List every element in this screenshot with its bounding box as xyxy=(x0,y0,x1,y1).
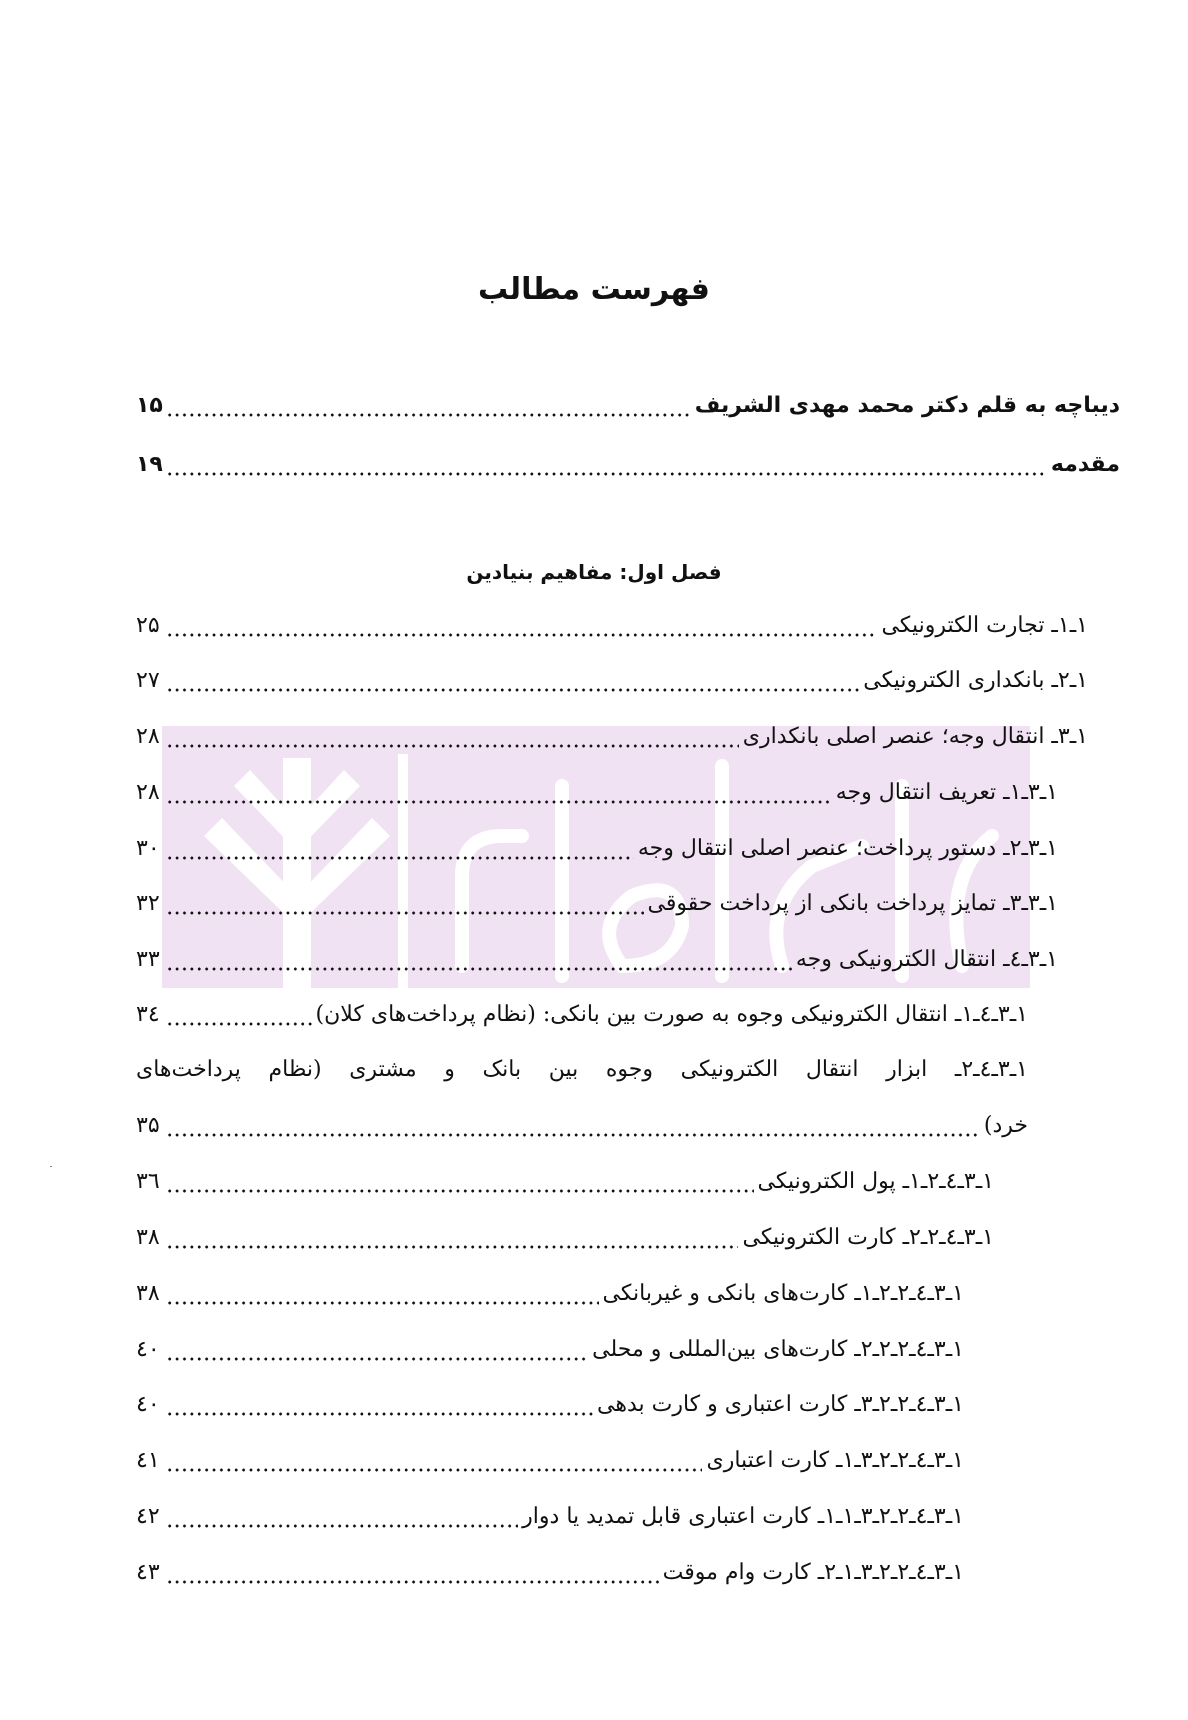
dot-leader xyxy=(166,1449,702,1473)
toc-entry-label: ۱ـ۳ـ٤ـ۲ـ ابزار انتقال الکترونیکی وجوه بین بانک و مشتری (نظام پرداخت‌های xyxy=(136,1057,1028,1082)
toc-entry-label: ۱ـ۳ـ۳ـ تمایز پرداخت بانکی از پرداخت حقوقی xyxy=(647,891,1058,916)
toc-row[interactable] xyxy=(136,829,1058,869)
dot-leader xyxy=(166,781,832,805)
dot-leader xyxy=(166,1226,738,1250)
toc-page-number: ٤۰ xyxy=(136,1392,160,1417)
dot-leader xyxy=(166,948,792,972)
toc-row[interactable] xyxy=(136,1162,994,1202)
toc-entry-label: مقدمه xyxy=(1050,452,1120,477)
toc-page-number: ٤۲ xyxy=(136,1504,160,1529)
toc-entry-label: ۱ـ۳ـ٤ـ۱ـ انتقال الکترونیکی وجوه به صورت بین بانکی: (نظام پرداخت‌های کلان) xyxy=(315,1002,1028,1027)
dot-leader xyxy=(166,837,634,861)
toc-page-number: ٤۰ xyxy=(136,1337,160,1362)
toc-row[interactable] xyxy=(136,773,1058,813)
dot-leader xyxy=(166,1003,312,1027)
toc-row-wrapped-line2[interactable] xyxy=(136,1106,1028,1146)
toc-entry-label: ۱ـ۳ـ٤ـ۲ـ۱ـ پول الکترونیکی xyxy=(757,1169,994,1194)
toc-row[interactable] xyxy=(136,1330,964,1370)
toc-entry-label: ۱ـ۳ـ۱ـ تعریف انتقال وجه xyxy=(835,780,1058,805)
toc-entry-label: ۱ـ۳ـ٤ـ انتقال الکترونیکی وجه xyxy=(795,947,1058,972)
toc-page-number: ٤۳ xyxy=(136,1560,160,1585)
toc-entry-label: ۱ـ۲ـ بانکداری الکترونیکی xyxy=(863,668,1088,693)
toc-page-number: ۳۸ xyxy=(136,1225,160,1250)
toc-entry-label: ۱ـ۳ـ۲ـ دستور پرداخت؛ عنصر اصلی انتقال وجه xyxy=(637,836,1058,861)
dot-leader xyxy=(166,892,644,916)
toc-row-foreword[interactable] xyxy=(136,386,1120,426)
toc-row[interactable] xyxy=(136,1385,964,1425)
toc-entry-label: ۱ـ۳ـ انتقال وجه؛ عنصر اصلی بانکداری xyxy=(742,724,1088,749)
toc-page-number: ۳٤ xyxy=(136,1002,160,1027)
dot-leader xyxy=(166,725,739,749)
toc-row[interactable] xyxy=(136,661,1088,701)
toc-page-number: ۱۹ xyxy=(136,452,163,477)
toc-row-wrapped-line1[interactable] xyxy=(136,1050,1028,1090)
toc-page-number: ۳۸ xyxy=(136,1281,160,1306)
toc-page-number: ۳٦ xyxy=(136,1169,160,1194)
toc-page-number: ۱۵ xyxy=(136,393,163,418)
toc-entry-label: ۱ـ۳ـ٤ـ۲ـ۲ـ کارت الکترونیکی xyxy=(742,1225,994,1250)
dot-leader xyxy=(166,1338,588,1362)
toc-entry-label: ۱ـ۳ـ٤ـ۲ـ۲ـ۱ـ کارت‌های بانکی و غیربانکی xyxy=(602,1281,964,1306)
toc-page-number: ۲۵ xyxy=(136,613,160,638)
toc-entry-label: ۱ـ۳ـ٤ـ۲ـ۲ـ۳ـ۱ـ کارت اعتباری xyxy=(706,1448,964,1473)
toc-row[interactable] xyxy=(136,1553,964,1593)
dot-leader xyxy=(166,614,877,638)
toc-row[interactable] xyxy=(136,1218,994,1258)
toc-row[interactable] xyxy=(136,1497,964,1537)
chapter-heading: فصل اول: مفاهیم بنیادین xyxy=(466,560,722,584)
dot-leader xyxy=(166,1505,518,1529)
toc-row[interactable] xyxy=(136,717,1088,757)
toc-entry-label: دیباچه به قلم دکتر محمد مهدی الشریف xyxy=(694,393,1120,418)
toc-row[interactable] xyxy=(136,1441,964,1481)
dot-leader xyxy=(166,1114,980,1138)
toc-page-number: ۲۷ xyxy=(136,668,160,693)
dot-leader xyxy=(166,1561,659,1585)
dot-leader xyxy=(166,1393,593,1417)
toc-row[interactable] xyxy=(136,606,1088,646)
toc-page-number: ۲۸ xyxy=(136,724,160,749)
page-title: فهرست مطالب xyxy=(478,272,710,307)
toc-row[interactable] xyxy=(136,995,1028,1035)
dot-leader xyxy=(166,1282,599,1306)
toc-page-number: ۳۰ xyxy=(136,836,160,861)
toc-row[interactable] xyxy=(136,940,1058,980)
scan-speck xyxy=(50,1166,52,1167)
toc-entry-label: خرد) xyxy=(983,1113,1028,1138)
toc-row[interactable] xyxy=(136,1274,964,1314)
toc-entry-label: ۱ـ۳ـ٤ـ۲ـ۲ـ۲ـ کارت‌های بین‌المللی و محلی xyxy=(592,1337,964,1362)
toc-page-number: ۳۲ xyxy=(136,891,160,916)
toc-entry-label: ۱ـ۳ـ٤ـ۲ـ۲ـ۳ـ۱ـ۱ـ کارت اعتباری قابل تمدید یا دوار xyxy=(522,1504,964,1529)
dot-leader xyxy=(166,453,1047,477)
toc-entry-label: ۱ـ۱ـ تجارت الکترونیکی xyxy=(881,613,1088,638)
toc-page-number: ۳۳ xyxy=(136,947,160,972)
dot-leader xyxy=(166,669,859,693)
toc-entry-label: ۱ـ۳ـ٤ـ۲ـ۲ـ۳ـ کارت اعتباری و کارت بدهی xyxy=(597,1392,964,1417)
toc-row[interactable] xyxy=(136,884,1058,924)
toc-page-number: ۳۵ xyxy=(136,1113,160,1138)
dot-leader xyxy=(166,1170,754,1194)
toc-entry-label: ۱ـ۳ـ٤ـ۲ـ۲ـ۳ـ۱ـ۲ـ کارت وام موقت xyxy=(662,1560,964,1585)
toc-page-number: ۲۸ xyxy=(136,780,160,805)
toc-page-number: ٤۱ xyxy=(136,1448,160,1473)
toc-row-introduction[interactable] xyxy=(136,445,1120,485)
dot-leader xyxy=(166,394,691,418)
